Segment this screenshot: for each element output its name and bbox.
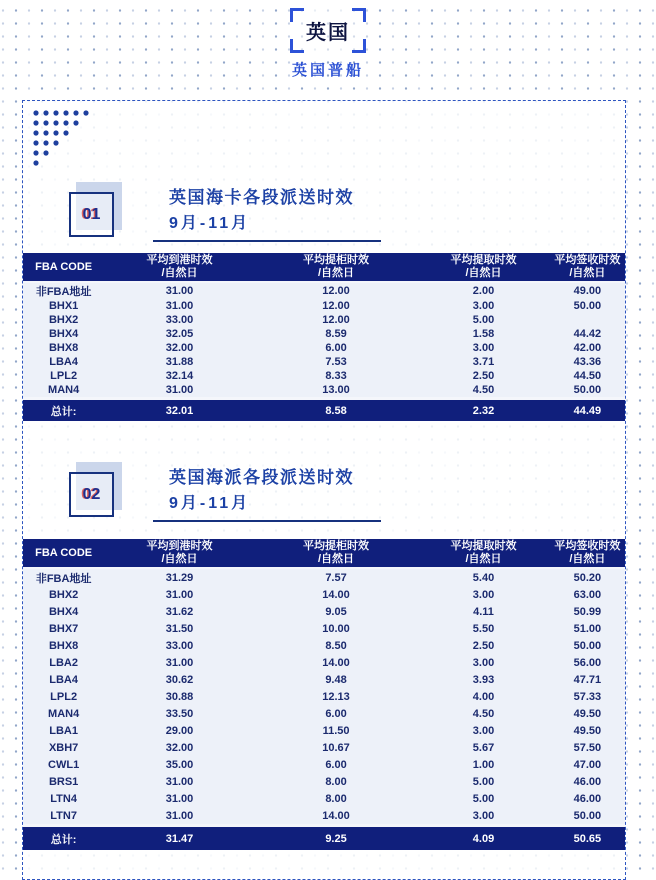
- value-cell: 44.42: [550, 327, 625, 341]
- value-cell: 31.29: [104, 568, 255, 586]
- section-2-title: 英国海派各段派送时效: [169, 468, 354, 487]
- value-cell: 4.00: [417, 688, 549, 705]
- value-cell: 31.00: [104, 773, 255, 790]
- value-cell: 14.00: [255, 586, 418, 603]
- value-cell: 33.50: [104, 705, 255, 722]
- fba-code-cell: BHX2: [23, 313, 104, 327]
- table-header-cell: 平均提取时效 /自然日: [417, 539, 549, 568]
- value-cell: 29.00: [104, 722, 255, 739]
- value-cell: 33.00: [104, 637, 255, 654]
- table-header-cell: 平均提柜时效 /自然日: [255, 539, 418, 568]
- value-cell: 31.00: [104, 383, 255, 399]
- value-cell: 1.00: [417, 756, 549, 773]
- table-row: [23, 603, 625, 620]
- table-row: [23, 586, 625, 603]
- fba-code-cell: BHX4: [23, 603, 104, 620]
- value-cell: 32.01: [104, 399, 255, 422]
- fba-code-cell: 非FBA地址: [23, 568, 104, 586]
- bracket-corner-bottom-right-icon: [352, 39, 366, 53]
- value-cell: 10.67: [255, 739, 418, 756]
- table-row: [23, 282, 625, 299]
- table-header-row: [23, 253, 625, 282]
- value-cell: 7.57: [255, 568, 418, 586]
- value-cell: 4.50: [417, 383, 549, 399]
- fba-code-cell: BHX7: [23, 620, 104, 637]
- table-header-cell: 平均签收时效 /自然日: [550, 539, 625, 568]
- table-row: [23, 383, 625, 399]
- value-cell: 5.67: [417, 739, 549, 756]
- value-cell: 5.00: [417, 790, 549, 807]
- value-cell: 30.62: [104, 671, 255, 688]
- value-cell: 31.50: [104, 620, 255, 637]
- value-cell: 50.00: [550, 637, 625, 654]
- value-cell: 32.05: [104, 327, 255, 341]
- fba-code-cell: CWL1: [23, 756, 104, 773]
- value-cell: 12.13: [255, 688, 418, 705]
- value-cell: 8.50: [255, 637, 418, 654]
- table-row: [23, 299, 625, 313]
- value-cell: 57.50: [550, 739, 625, 756]
- table-row: [23, 620, 625, 637]
- section-2-title-underline: [153, 520, 381, 522]
- bracket-corner-bottom-left-icon: [290, 39, 304, 53]
- section-1-titles: [169, 188, 354, 234]
- table-row: [23, 637, 625, 654]
- section-2-titles: [169, 468, 354, 514]
- value-cell: 13.00: [255, 383, 418, 399]
- value-cell: 6.00: [255, 705, 418, 722]
- value-cell: 6.00: [255, 756, 418, 773]
- value-cell: 31.00: [104, 299, 255, 313]
- value-cell: 50.00: [550, 383, 625, 399]
- value-cell: 8.33: [255, 369, 418, 383]
- value-cell: 5.00: [417, 313, 549, 327]
- table-row: [23, 327, 625, 341]
- value-cell: 57.33: [550, 688, 625, 705]
- table-row: [23, 773, 625, 790]
- value-cell: 8.00: [255, 790, 418, 807]
- value-cell: 46.00: [550, 790, 625, 807]
- value-cell: 56.00: [550, 654, 625, 671]
- value-cell: 8.59: [255, 327, 418, 341]
- value-cell: 9.48: [255, 671, 418, 688]
- value-cell: 42.00: [550, 341, 625, 355]
- table-header-cell: 平均提柜时效 /自然日: [255, 253, 418, 282]
- value-cell: 9.05: [255, 603, 418, 620]
- value-cell: 31.00: [104, 807, 255, 826]
- value-cell: 31.47: [104, 826, 255, 851]
- content-card: [22, 100, 626, 880]
- value-cell: 3.00: [417, 654, 549, 671]
- value-cell: 2.50: [417, 637, 549, 654]
- value-cell: 6.00: [255, 341, 418, 355]
- value-cell: 11.50: [255, 722, 418, 739]
- value-cell: 8.58: [255, 399, 418, 422]
- value-cell: 51.00: [550, 620, 625, 637]
- value-cell: 31.00: [104, 654, 255, 671]
- value-cell: [550, 313, 625, 327]
- table-row: [23, 722, 625, 739]
- bracket-corner-top-left-icon: [290, 8, 304, 22]
- value-cell: 30.88: [104, 688, 255, 705]
- table-total-row: [23, 399, 625, 422]
- value-cell: 31.00: [104, 790, 255, 807]
- table-row: [23, 790, 625, 807]
- value-cell: 4.09: [417, 826, 549, 851]
- value-cell: 31.00: [104, 586, 255, 603]
- corner-dots-decoration-icon: [28, 105, 92, 169]
- country-tag-label: 英国: [306, 22, 350, 44]
- value-cell: 3.00: [417, 299, 549, 313]
- value-cell: 33.00: [104, 313, 255, 327]
- value-cell: 50.20: [550, 568, 625, 586]
- table-row: [23, 807, 625, 826]
- section-2-number-badge: [69, 472, 114, 517]
- value-cell: 7.53: [255, 355, 418, 369]
- fba-code-cell: BHX2: [23, 586, 104, 603]
- value-cell: 4.50: [417, 705, 549, 722]
- table-row: [23, 355, 625, 369]
- table-header-cell: 平均签收时效 /自然日: [550, 253, 625, 282]
- page-subtitle: 英国普船: [291, 62, 364, 79]
- section-2-date-range: 9月-11月: [169, 495, 251, 512]
- value-cell: 1.58: [417, 327, 549, 341]
- fba-code-cell: BRS1: [23, 773, 104, 790]
- value-cell: 44.49: [550, 399, 625, 422]
- value-cell: 14.00: [255, 654, 418, 671]
- table-header-cell: FBA CODE: [23, 253, 104, 282]
- value-cell: 3.00: [417, 341, 549, 355]
- fba-code-cell: LBA4: [23, 355, 104, 369]
- value-cell: 31.00: [104, 282, 255, 299]
- section-1-number-badge: [69, 192, 114, 237]
- fba-code-cell: LPL2: [23, 688, 104, 705]
- value-cell: 12.00: [255, 282, 418, 299]
- section-1-title-underline: [153, 240, 381, 242]
- table-total-row: [23, 826, 625, 851]
- section-1-title: 英国海卡各段派送时效: [169, 188, 354, 207]
- bracket-corner-top-right-icon: [352, 8, 366, 22]
- value-cell: 47.00: [550, 756, 625, 773]
- fba-code-cell: LPL2: [23, 369, 104, 383]
- fba-code-cell: BHX8: [23, 341, 104, 355]
- table-row: [23, 756, 625, 773]
- table-row: [23, 688, 625, 705]
- value-cell: 32.00: [104, 341, 255, 355]
- table-row: [23, 568, 625, 586]
- value-cell: 47.71: [550, 671, 625, 688]
- country-tag: [290, 8, 366, 53]
- value-cell: 50.00: [550, 299, 625, 313]
- fba-code-cell: LTN4: [23, 790, 104, 807]
- value-cell: 10.00: [255, 620, 418, 637]
- fba-code-cell: 总计:: [23, 826, 104, 851]
- table-header-cell: FBA CODE: [23, 539, 104, 568]
- value-cell: 14.00: [255, 807, 418, 826]
- table-row: [23, 705, 625, 722]
- table-header-cell: 平均到港时效 /自然日: [104, 253, 255, 282]
- value-cell: 50.00: [550, 807, 625, 826]
- value-cell: 3.93: [417, 671, 549, 688]
- fba-code-cell: MAN4: [23, 383, 104, 399]
- table-header-row: [23, 539, 625, 568]
- fba-code-cell: XBH7: [23, 739, 104, 756]
- value-cell: 12.00: [255, 313, 418, 327]
- value-cell: 43.36: [550, 355, 625, 369]
- fba-code-cell: LTN7: [23, 807, 104, 826]
- value-cell: 50.65: [550, 826, 625, 851]
- sea-dispatch-delivery-table: [23, 539, 625, 850]
- fba-code-cell: LBA1: [23, 722, 104, 739]
- value-cell: 32.14: [104, 369, 255, 383]
- section-2-number: 02: [82, 485, 101, 503]
- value-cell: 3.00: [417, 722, 549, 739]
- value-cell: 46.00: [550, 773, 625, 790]
- value-cell: 44.50: [550, 369, 625, 383]
- value-cell: 49.50: [550, 722, 625, 739]
- table-row: [23, 313, 625, 327]
- fba-code-cell: MAN4: [23, 705, 104, 722]
- section-1-date-range: 9月-11月: [169, 215, 251, 232]
- fba-code-cell: BHX8: [23, 637, 104, 654]
- value-cell: 5.00: [417, 773, 549, 790]
- value-cell: 31.88: [104, 355, 255, 369]
- value-cell: 50.99: [550, 603, 625, 620]
- value-cell: 63.00: [550, 586, 625, 603]
- value-cell: 49.00: [550, 282, 625, 299]
- value-cell: 3.00: [417, 807, 549, 826]
- value-cell: 2.00: [417, 282, 549, 299]
- value-cell: 4.11: [417, 603, 549, 620]
- table-row: [23, 739, 625, 756]
- value-cell: 3.71: [417, 355, 549, 369]
- table-row: [23, 369, 625, 383]
- value-cell: 5.50: [417, 620, 549, 637]
- table-row: [23, 654, 625, 671]
- fba-code-cell: LBA2: [23, 654, 104, 671]
- fba-code-cell: BHX4: [23, 327, 104, 341]
- value-cell: 8.00: [255, 773, 418, 790]
- value-cell: 31.62: [104, 603, 255, 620]
- value-cell: 3.00: [417, 586, 549, 603]
- fba-code-cell: 总计:: [23, 399, 104, 422]
- value-cell: 12.00: [255, 299, 418, 313]
- value-cell: 32.00: [104, 739, 255, 756]
- value-cell: 2.32: [417, 399, 549, 422]
- sea-truck-delivery-table: [23, 253, 625, 421]
- table-header-cell: 平均提取时效 /自然日: [417, 253, 549, 282]
- table-header-cell: 平均到港时效 /自然日: [104, 539, 255, 568]
- fba-code-cell: BHX1: [23, 299, 104, 313]
- section-1-number: 01: [82, 205, 101, 223]
- value-cell: 5.40: [417, 568, 549, 586]
- table-row: [23, 341, 625, 355]
- value-cell: 9.25: [255, 826, 418, 851]
- value-cell: 35.00: [104, 756, 255, 773]
- table-row: [23, 671, 625, 688]
- value-cell: 49.50: [550, 705, 625, 722]
- value-cell: 2.50: [417, 369, 549, 383]
- fba-code-cell: 非FBA地址: [23, 282, 104, 299]
- fba-code-cell: LBA4: [23, 671, 104, 688]
